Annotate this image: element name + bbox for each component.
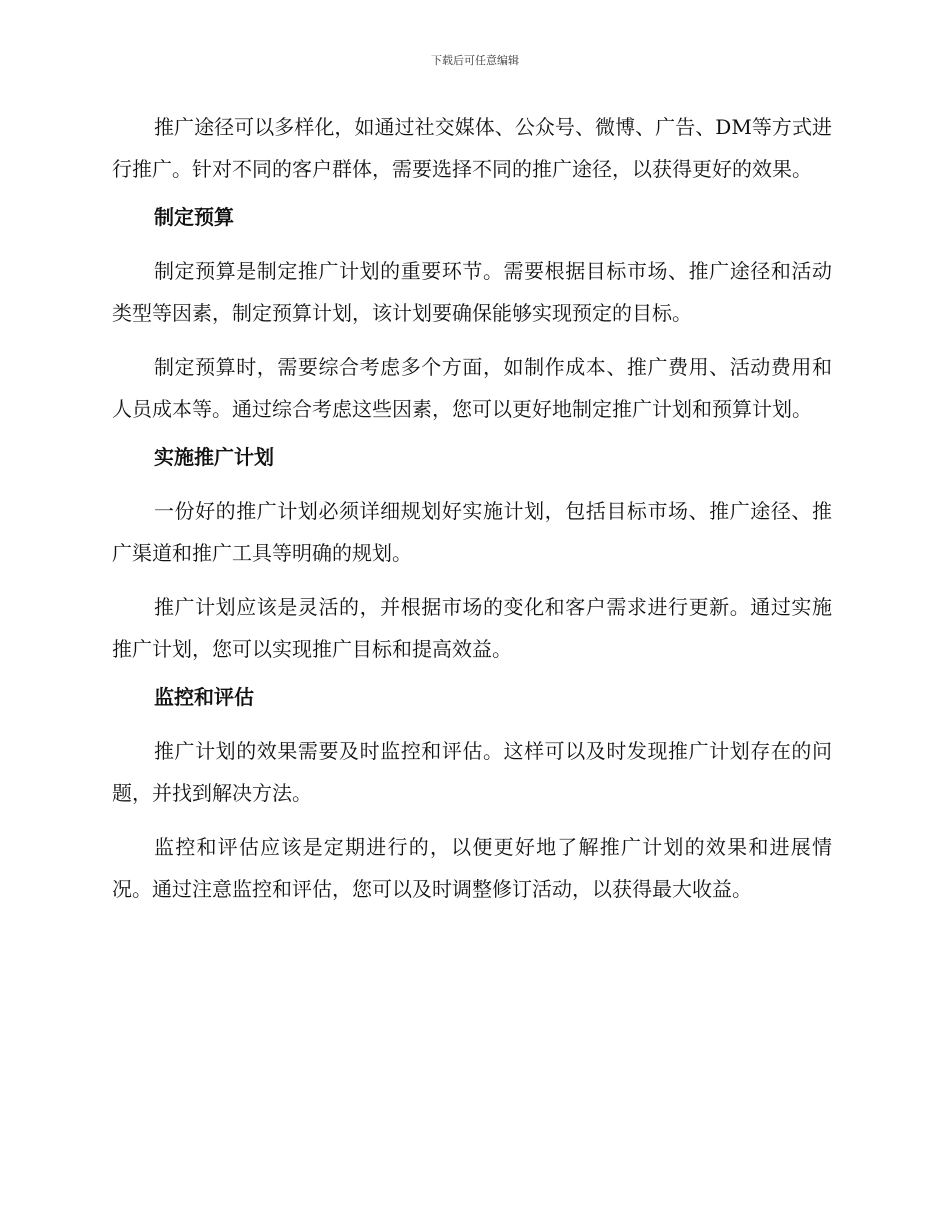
paragraph-promotion-channels: 推广途径可以多样化，如通过社交媒体、公众号、微博、广告、DM等方式进行推广。针对不同的客户群体，需要选择不同的推广途径，以获得更好的效果。 <box>112 115 832 181</box>
paragraph-budget-importance: 制定预算是制定推广计划的重要环节。需要根据目标市场、推广途径和活动类型等因素，制定预算计划，该计划要确保能够实现预定的目标。 <box>112 259 832 325</box>
paragraph-budget-factors: 制定预算时，需要综合考虑多个方面，如制作成本、推广费用、活动费用和人员成本等。通过综合考虑这些因素，您可以更好地制定推广计划和预算计划。 <box>112 355 832 421</box>
section-heading-implementation: 实施推广计划 <box>154 445 274 469</box>
paragraph-implementation-plan: 一份好的推广计划必须详细规划好实施计划，包括目标市场、推广途径、推广渠道和推广工具等明确的规划。 <box>112 499 832 565</box>
page-header: 下载后可任意编辑 <box>431 54 519 67</box>
section-heading-budget: 制定预算 <box>154 205 234 229</box>
section-heading-monitoring: 监控和评估 <box>154 685 254 709</box>
paragraph-monitoring-timely: 推广计划的效果需要及时监控和评估。这样可以及时发现推广计划存在的问题，并找到解决方法。 <box>112 739 832 805</box>
document-body <box>112 106 832 922</box>
paragraph-monitoring-regular: 监控和评估应该是定期进行的，以便更好地了解推广计划的效果和进展情况。通过注意监控和评估，您可以及时调整修订活动，以获得最大收益。 <box>112 835 832 901</box>
paragraph-implementation-flexibility: 推广计划应该是灵活的，并根据市场的变化和客户需求进行更新。通过实施推广计划，您可以实现推广目标和提高效益。 <box>112 595 832 661</box>
